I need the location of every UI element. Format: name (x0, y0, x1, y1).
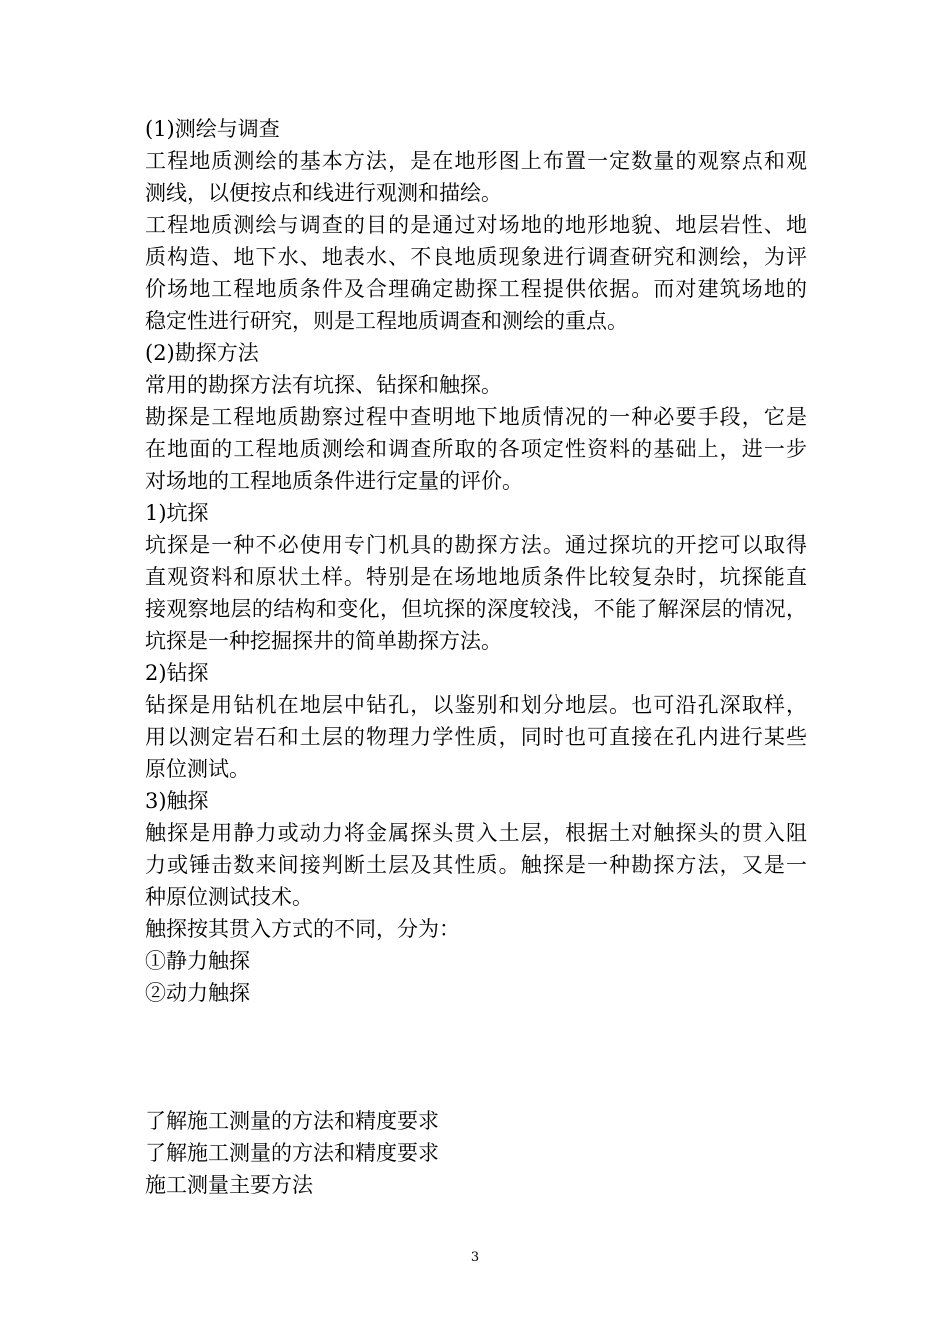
subheading-penetration-test: 3)触探 (145, 789, 209, 813)
paragraph-line: 直观资料和原状土样。特别是在场地地质条件比较复杂时，坑探能直 (145, 565, 807, 589)
paragraph-line: 力或锤击数来间接判断土层及其性质。触探是一种勘探方法，又是一 (145, 853, 807, 877)
page-number: 3 (470, 1250, 480, 1265)
paragraph-line: 工程地质测绘与调查的目的是通过对场地的地形地貌、地层岩性、地 (145, 213, 807, 237)
paragraph-line: 稳定性进行研究，则是工程地质调查和测绘的重点。 (145, 309, 628, 333)
paragraph-line: 触探按其贯入方式的不同，分为： (145, 917, 460, 941)
paragraph-line: 常用的勘探方法有坑探、钻探和触探。 (145, 373, 502, 397)
paragraph-line: 用以测定岩石和土层的物理力学性质，同时也可直接在孔内进行某些 (145, 725, 807, 749)
survey-heading: 了解施工测量的方法和精度要求 (145, 1141, 439, 1165)
paragraph-line: 测线，以便按点和线进行观测和描绘。 (145, 181, 502, 205)
section-heading-surveying: (1)测绘与调查 (145, 117, 280, 141)
paragraph-line: 坑探是一种不必使用专门机具的勘探方法。通过探坑的开挖可以取得 (145, 533, 807, 557)
document-body (145, 113, 807, 1201)
paragraph-line: 质构造、地下水、地表水、不良地质现象进行调查研究和测绘，为评 (145, 245, 807, 269)
paragraph-line: 原位测试。 (145, 757, 250, 781)
survey-subheading: 施工测量主要方法 (145, 1173, 313, 1197)
paragraph-line: 价场地工程地质条件及合理确定勘探工程提供依据。而对建筑场地的 (145, 277, 807, 301)
paragraph-line: 接观察地层的结构和变化，但坑探的深度较浅，不能了解深层的情况， (145, 597, 807, 621)
paragraph-line: 勘探是工程地质勘察过程中查明地下地质情况的一种必要手段，它是 (145, 405, 807, 429)
list-item-static-penetration: ①静力触探 (145, 949, 250, 973)
list-item-dynamic-penetration: ②动力触探 (145, 981, 250, 1005)
survey-heading: 了解施工测量的方法和精度要求 (145, 1109, 439, 1133)
paragraph-line: 对场地的工程地质条件进行定量的评价。 (145, 469, 523, 493)
paragraph-line: 种原位测试技术。 (145, 885, 313, 909)
subheading-pit-exploration: 1)坑探 (145, 501, 209, 525)
paragraph-line: 触探是用静力或动力将金属探头贯入土层，根据土对触探头的贯入阻 (145, 821, 807, 845)
paragraph-line: 在地面的工程地质测绘和调查所取的各项定性资料的基础上，进一步 (145, 437, 807, 461)
paragraph-line: 坑探是一种挖掘探井的简单勘探方法。 (145, 629, 502, 653)
paragraph-line: 工程地质测绘的基本方法，是在地形图上布置一定数量的观察点和观 (145, 149, 807, 173)
blank-space (145, 1009, 807, 1105)
paragraph-line: 钻探是用钻机在地层中钻孔，以鉴别和划分地层。也可沿孔深取样， (145, 693, 807, 717)
subheading-drilling: 2)钻探 (145, 661, 209, 685)
section-heading-exploration: (2)勘探方法 (145, 341, 259, 365)
